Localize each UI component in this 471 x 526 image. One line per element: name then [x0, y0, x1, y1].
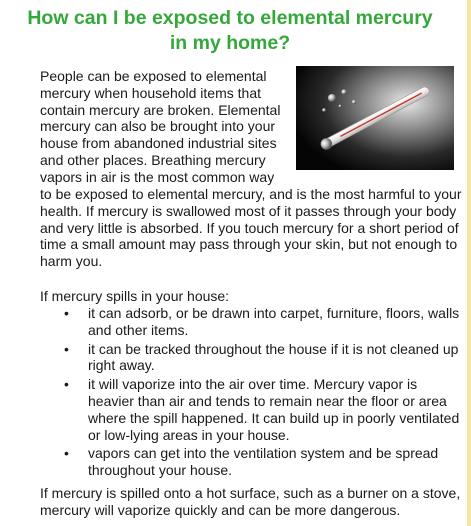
- list-item-text: it will vaporize into the air over time. Mercury vapor is heavier than air and tends to remain near the floor or area where the spill happened. It can build up in poorly ventilated or low-lying areas in your house.: [88, 376, 460, 443]
- closing-paragraph: If mercury is spilled onto a hot surface, such as a burner on a stove, mercury will vaporize quickly and can be more dangerous.: [40, 485, 461, 518]
- list-item: [64, 341, 464, 375]
- bullet-icon: •: [64, 376, 69, 393]
- list-item-text: vapors can get into the ventilation system and be spread throughout your house.: [88, 445, 439, 479]
- intro-paragraph-continued: to be exposed to elemental mercury, and is the most harmful to your health. If mercury is swallowed most of it passes through your body and very little is absorbed. If you touch mercury for a short period of time a small amount may pass through your skin, but not enough to harm you.: [40, 186, 462, 270]
- page-edge-rule: [467, 0, 471, 526]
- page-title: How can I be exposed to elemental mercury in my home?: [27, 7, 433, 54]
- intro-paragraph: People can be exposed to elemental mercury when household items that contain mercury are broken. Elemental mercury can also be brought into your house from abandoned industrial sites and other places. Breathing mercury vapors in air is the most common way: [40, 68, 281, 185]
- list-item-text: it can adsorb, or be drawn into carpet, furniture, floors, walls and other items.: [88, 305, 460, 338]
- list-item: [64, 376, 464, 443]
- thermometer-photo: [296, 66, 454, 170]
- bullet-icon: •: [64, 340, 69, 357]
- list-item-text: it can be tracked throughout the house if it is not cleaned up right away.: [88, 340, 459, 374]
- spill-lead-in: If mercury spills in your house:: [40, 288, 230, 304]
- bullet-icon: •: [64, 305, 69, 321]
- list-item: [64, 305, 464, 339]
- list-item: [64, 445, 464, 479]
- bullet-icon: •: [64, 445, 69, 462]
- spill-effects-list: [64, 305, 464, 481]
- thermometer-illustration: [296, 66, 454, 170]
